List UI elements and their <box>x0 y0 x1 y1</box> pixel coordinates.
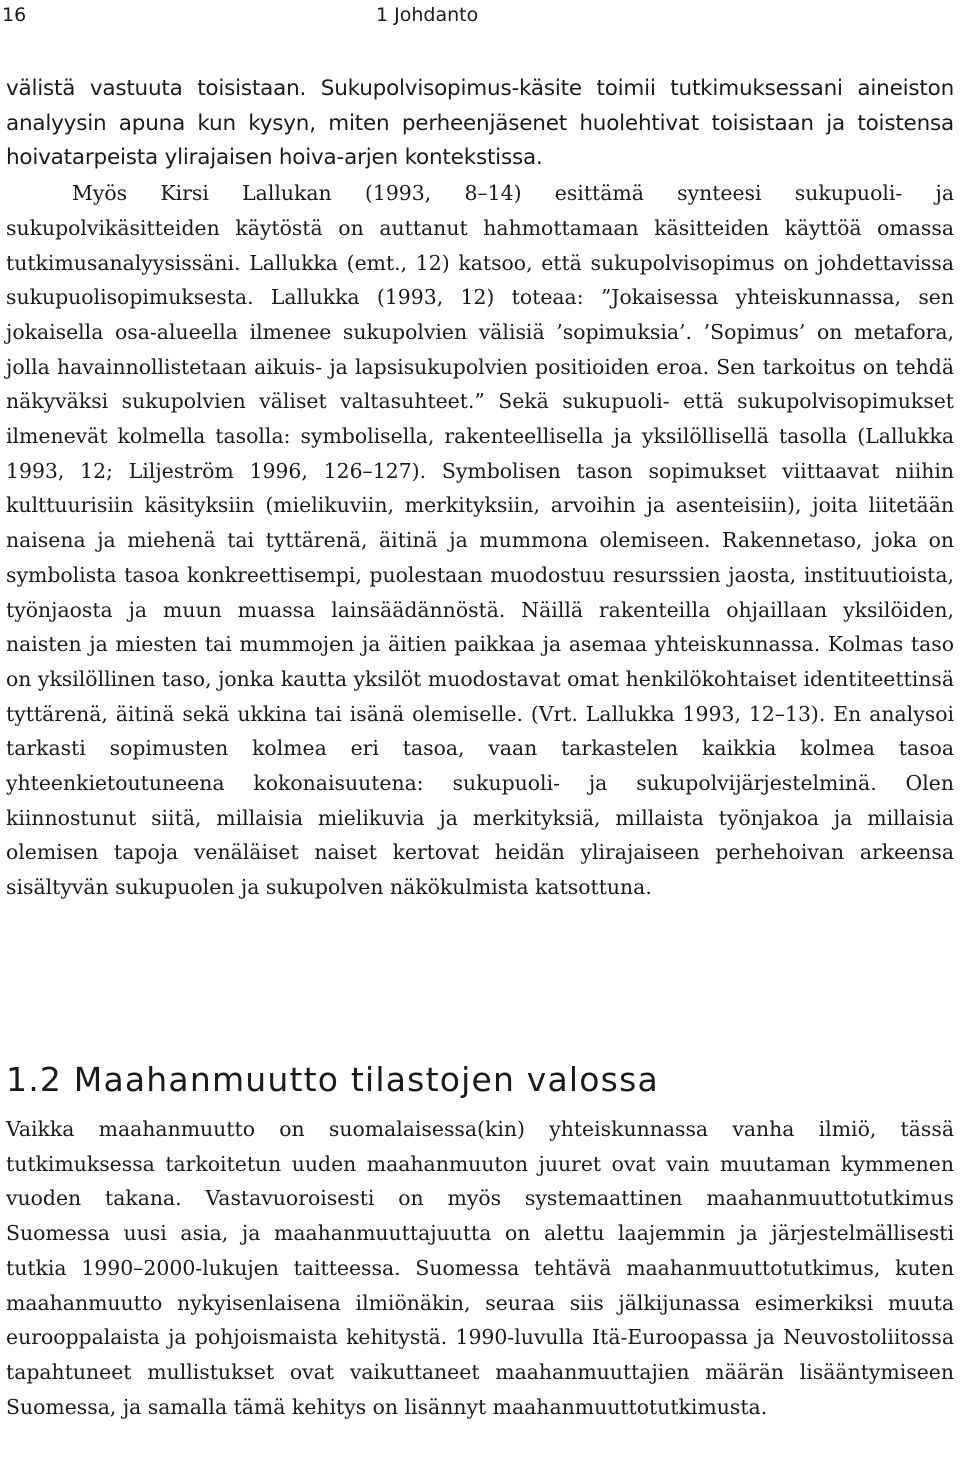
paragraph-sukupolvisopimus <box>6 72 954 905</box>
paragraph-lallukka-synthesis: Myös Kirsi Lallukan (1993, 8–14) esittämä synteesi sukupuoli- ja sukupolvikäsitteiden käytöstä on auttanut hahmottamaan käsitteiden käyttöä omassa tutkimusanalyysissäni. Lallukka (emt., 12) katsoo, että sukupolvisopimus on johdettavissa sukupuolisopimuksesta. Lallukka (1993, 12) toteaa: ”Jokaisessa yhteiskunnassa, sen jokaisella osa-alueella ilmenee sukupolvien välisiä ’sopimuksia’. ’Sopimus’ on metafora, jolla havainnollistetaan aikuis- ja lapsisukupolvien positioiden eroa. Sen tarkoitus on tehdä näkyväksi sukupolvien väliset valtasuhteet.” Sekä sukupuoli- että sukupolvisopimukset ilmenevät kolmella tasolla: symbolisella, rakenteellisella ja yksilöllisellä tasolla (Lallukka 1993, 12; Liljeström 1996, 126–127). Symbolisen tason sopimukset viittaavat niihin kulttuurisiin käsityksiin (mielikuviin, merkityksiin, arvoihin ja asenteisiin), joita liitetään naisena ja miehenä tai tyttärenä, äitinä ja mummona olemiseen. Rakennetaso, joka on symbolista tasoa konkreettisempi, puolestaan muodostuu resurssien jaosta, instituutioista, työnjaosta ja muun muassa lainsäädännöstä. Näillä rakenteilla ohjaillaan yksilöiden, naisten ja miesten tai mummojen ja äitien paikkaa ja asemaa yhteiskunnassa. Kolmas taso on yksilöllinen taso, jonka kautta yksilöt muodostavat omat henkilökohtaiset identiteettinsä tyttärenä, äitinä sekä ukkina tai isänä olemiselle. (Vrt. Lallukka 1993, 12–13). En analysoi tarkasti sopimusten kolmea eri tasoa, vaan tarkastelen kaikkia kolmea tasoa yhteenkietoutuneena kokonaisuutena: sukupuoli- ja sukupolvijärjestelminä. Olen kiinnostunut siitä, millaisia mielikuvia ja merkityksiä, millaista työnjakoa ja millaisia olemisen tapoja venäläiset naiset kertovat heidän ylirajaiseen perhehoivan arkeensa sisältyvän sukupuolen ja sukupolven näkökulmista katsottuna. <box>6 181 954 900</box>
paragraph-maahanmuutto: Vaikka maahanmuutto on suomalaisessa(kin) yhteiskunnassa vanha ilmiö, tässä tutkimuksessa tarkoitetun uuden maahanmuuton juuret ovat vain muutaman kymmenen vuoden takana. Vastavuoroisesti on myös systemaattinen maahanmuuttotutkimus Suomessa uusi asia, ja maahanmuuttajuutta on alettu laajemmin ja järjestelmällisesti tutkia 1990–2000-lukujen taitteessa. Suomessa tehtävä maahanmuuttotutkimus, kuten maahanmuutto nykyisenlaisena ilmiönäkin, seuraa siis jälkijunassa esimerkiksi muuta eurooppalaista ja pohjoismaista kehitystä. 1990-luvulla Itä-Euroopassa ja Neuvostoliitossa tapahtuneet mullistukset ovat vaikuttaneet maahanmuuttajien määrän lisääntymiseen Suomessa, ja samalla tämä kehitys on lisännyt maahanmuuttotutkimusta. <box>6 1117 954 1419</box>
page-number: 16 <box>2 4 27 26</box>
section-heading: 1.2 Maahanmuutto tilastojen valossa <box>6 1060 659 1099</box>
paragraph-continuation: välistä vastuuta toisistaan. Sukupolvisopimus-käsite toimii tutkimuksessani aineiston analyysin apuna kun kysyn, miten perheenjäsenet huolehtivat toisistaan ja toistensa hoivatarpeista ylirajaisen hoiva-arjen kontekstissa. <box>6 76 954 171</box>
running-head <box>0 4 960 34</box>
chapter-running-title: 1 Johdanto <box>376 4 479 26</box>
